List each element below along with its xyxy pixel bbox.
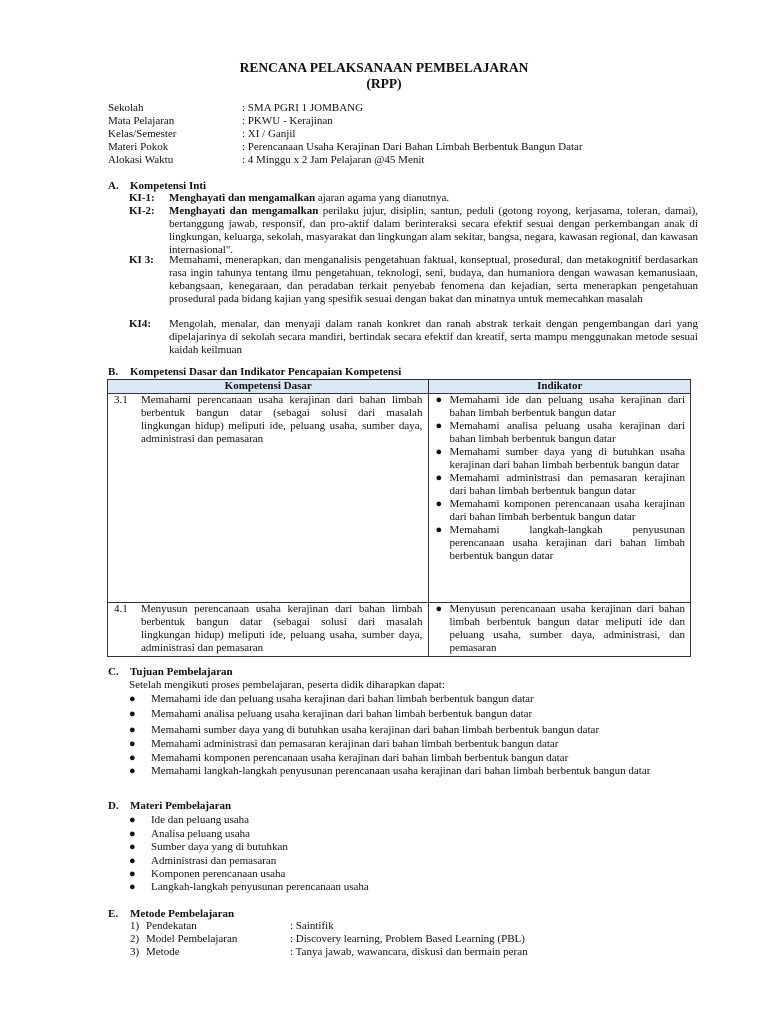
ki-plain-text: ajaran agama yang dianutnya. (315, 192, 450, 204)
bullet-icon: ● (129, 738, 136, 750)
list-item (429, 446, 690, 472)
indicator-text: Memahami sumber daya yang di butuhkan usaha kerajinan dari bahan limbah berbentuk bangun datar (449, 446, 685, 471)
bullet-icon: ● (435, 603, 443, 615)
indicator-cell (429, 603, 691, 657)
ki-text (169, 192, 698, 205)
kd-number: 3.1 (114, 394, 128, 406)
bullet-icon: ● (129, 868, 136, 880)
ki-code: KI-1: (129, 192, 155, 204)
section-letter: A. (108, 180, 119, 192)
section-d-heading (108, 800, 708, 813)
kd-cell (108, 603, 429, 657)
table-header-row (108, 380, 691, 394)
method-label: Model Pembelajaran (146, 933, 238, 945)
ki-plain-text: perilaku jujur, disiplin, santun, peduli (gotong royong, kerjasama, toleran, damai), bertanggung jawab, responsif, dan pro-aktif dalam berinteraksi secara efektif sesuai dengan perkembangan anak di lingkungan, keluarga, sekolah, masyarakat dan lingkungan alam sekitar, bangsa, negara, kawasan regional, dan kawasan internasional". (169, 205, 699, 256)
list-item (429, 420, 690, 446)
info-label: Mata Pelajaran (108, 115, 175, 127)
info-label: Alokasi Waktu (108, 154, 174, 166)
bullet-icon: ● (129, 814, 136, 826)
method-row-metode (130, 946, 700, 959)
method-value: : Saintifik (290, 920, 334, 932)
bullet-icon: ● (435, 420, 443, 432)
list-item (429, 524, 690, 563)
ki-code: KI4: (129, 318, 151, 330)
material-text: Komponen perencanaan usaha (151, 868, 286, 880)
indicator-text: Memahami analisa peluang usaha kerajinan dari bahan limbah berbentuk bangun datar (449, 420, 685, 445)
indicator-text: Memahami ide dan peluang usaha kerajinan dari bahan limbah berbentuk bangun datar (449, 394, 685, 419)
indicator-text: Memahami administrasi dan pemasaran kerajinan dari bahan limbah berbentuk bangun datar (449, 472, 685, 497)
table-row (108, 394, 691, 603)
ki-code: KI-2: (129, 205, 155, 217)
ki-3 (129, 254, 699, 319)
ki-4 (129, 318, 699, 357)
bullet-icon: ● (435, 524, 443, 536)
column-header-indikator: Indikator (429, 380, 691, 394)
document-title: RENCANA PELAKSANAAN PEMBELAJARAN (239, 60, 529, 75)
info-value: : SMA PGRI 1 JOMBANG (242, 102, 364, 114)
indicator-text: Memahami langkah-langkah penyusunan perencanaan usaha kerajinan dari bahan limbah berbentuk bangun datar (449, 524, 685, 562)
objective-text: Memahami langkah-langkah penyusunan perencanaan usaha kerajinan dari bahan limbah berbentuk bangun datar (151, 765, 651, 777)
section-title: Tujuan Pembelajaran (130, 666, 233, 678)
bullet-icon: ● (129, 841, 136, 853)
material-text: Ide dan peluang usaha (151, 814, 250, 826)
bullet-icon: ● (129, 752, 136, 764)
kd-number: 4.1 (114, 603, 128, 615)
method-value: : Discovery learning, Problem Based Learning (PBL) (290, 933, 525, 945)
section-c-heading (108, 666, 708, 679)
ki-bold-text: Menghayati dan mengamalkan (169, 192, 316, 204)
method-label: Pendekatan (146, 920, 197, 932)
bullet-icon: ● (129, 881, 136, 893)
info-row-alokasi-waktu (108, 154, 708, 167)
ki-text (169, 205, 698, 257)
method-number: 2) (130, 933, 140, 945)
objectives-intro: Setelah mengikuti proses pembelajaran, peserta didik diharapkan dapat: (129, 679, 445, 691)
section-letter: D. (108, 800, 119, 812)
info-label: Sekolah (108, 102, 144, 114)
ki-code: KI 3: (129, 254, 154, 266)
material-text: Langkah-langkah penyusunan perencanaan usaha (151, 881, 369, 893)
list-item (429, 394, 690, 420)
indicator-list (429, 394, 690, 563)
info-value: : 4 Minggu x 2 Jam Pelajaran @45 Menit (242, 154, 425, 166)
table-row (108, 603, 691, 657)
ki-bold-text: Menghayati dan mengamalkan (169, 205, 319, 217)
info-value: : XI / Ganjil (242, 128, 296, 140)
method-value: : Tanya jawab, wawancara, diskusi dan bermain peran (290, 946, 528, 958)
bullet-icon: ● (129, 765, 136, 777)
indicator-cell (429, 394, 691, 603)
info-row-kelas-semester (108, 128, 708, 141)
material-text: Sumber daya yang di butuhkan (151, 841, 288, 853)
method-number: 3) (130, 946, 140, 958)
kd-content (108, 394, 428, 446)
method-number: 1) (130, 920, 140, 932)
objective-text: Memahami sumber daya yang di butuhkan usaha kerajinan dari bahan limbah berbentuk bangun datar (151, 724, 600, 736)
bullet-icon: ● (129, 708, 136, 720)
objective-text: Memahami administrasi dan pemasaran kerajinan dari bahan limbah berbentuk bangun datar (151, 738, 559, 750)
bullet-icon: ● (435, 472, 443, 484)
material-text: Administrasi dan pemasaran (151, 855, 277, 867)
list-item (429, 472, 690, 498)
method-row-model (130, 933, 700, 946)
section-b-heading (108, 366, 708, 379)
bullet-icon: ● (435, 446, 443, 458)
method-row-pendekatan (130, 920, 700, 933)
ki-text: Mengolah, menalar, dan menyaji dalam ranah konkret dan ranah abstrak terkait dengan pengembangan dari yang dipelajarinya di sekolah secara mandiri, bertindak secara efektif dan kreatif, serta mampu menggunakan metode sesuai kaidah keilmuan (169, 318, 698, 356)
method-label: Metode (146, 946, 180, 958)
document-subtitle: (RPP) (366, 76, 402, 91)
section-title: Materi Pembelajaran (130, 800, 232, 812)
bullet-icon: ● (129, 724, 136, 736)
bullet-icon: ● (129, 828, 136, 840)
info-row-materi-pokok (108, 141, 708, 154)
info-row-sekolah (108, 102, 708, 115)
section-title: Kompetensi Inti (130, 180, 207, 192)
objective-text: Memahami komponen perencanaan usaha kerajinan dari bahan limbah berbentuk bangun datar (151, 752, 569, 764)
ki-1 (129, 192, 699, 205)
info-value: : Perencanaan Usaha Kerajinan Dari Bahan Limbah Berbentuk Bangun Datar (242, 141, 583, 153)
info-label: Materi Pokok (108, 141, 169, 153)
objective-text: Memahami analisa peluang usaha kerajinan dari bahan limbah berbentuk bangun datar (151, 708, 533, 720)
section-letter: B. (108, 366, 119, 378)
kd-cell (108, 394, 429, 603)
info-value: : PKWU - Kerajinan (242, 115, 333, 127)
list-item (429, 603, 690, 655)
section-letter: E. (108, 908, 119, 920)
info-row-mata-pelajaran (108, 115, 708, 128)
section-title: Metode Pembelajaran (130, 908, 235, 920)
bullet-icon: ● (129, 855, 136, 867)
kd-content (108, 603, 428, 655)
kd-indicator-table (107, 379, 691, 657)
section-title: Kompetensi Dasar dan Indikator Pencapaian Kompetensi (130, 366, 402, 378)
kd-text: Menyusun perencanaan usaha kerajinan dari bahan limbah berbentuk bangun datar (sebagai solusi dari masalah lingkungan hidup) meliputi ide, peluang usaha, sumber daya, administrasi dan pemasaran (141, 603, 423, 654)
indicator-text: Memahami komponen perencanaan usaha kerajinan dari bahan limbah berbentuk bangun datar (449, 498, 685, 523)
material-text: Analisa peluang usaha (151, 828, 250, 840)
info-label: Kelas/Semester (108, 128, 177, 140)
indicator-list (429, 603, 690, 655)
ki-2 (129, 205, 699, 257)
bullet-icon: ● (435, 394, 443, 406)
list-item (429, 498, 690, 524)
bullet-icon: ● (435, 498, 443, 510)
bullet-icon: ● (129, 693, 136, 705)
kd-text: Memahami perencanaan usaha kerajinan dari bahan limbah berbentuk bangun datar (sebagai solusi dari masalah lingkungan hidup) meliputi ide, peluang usaha, sumber daya, administrasi dan pemasaran (141, 394, 423, 445)
objective-text: Memahami ide dan peluang usaha kerajinan dari bahan limbah berbentuk bangun datar (151, 693, 534, 705)
section-letter: C. (108, 666, 119, 678)
column-header-kompetensi-dasar: Kompetensi Dasar (108, 380, 429, 394)
indicator-text: Menyusun perencanaan usaha kerajinan dari bahan limbah berbentuk bangun datar meliputi ide dan peluang usaha, sumber daya, administrasi, dan pemasaran (449, 603, 685, 654)
ki-text: Memahami, menerapkan, dan menganalisis pengetahuan faktual, konseptual, prosedural, dan metakognitif berdasarkan rasa ingin tahunya tentang ilmu pengetahuan, teknologi, seni, budaya, dan humaniora dengan wawasan kemanusiaan, kebangsaan, kenegaraan, dan peradaban terkait penyebab fenomena dan kejadian, serta menerapkan pengetahuan prosedural pada bidang kajian yang spesifik sesuai dengan bakat dan minatnya untuk memecahkan masalah (169, 254, 698, 305)
